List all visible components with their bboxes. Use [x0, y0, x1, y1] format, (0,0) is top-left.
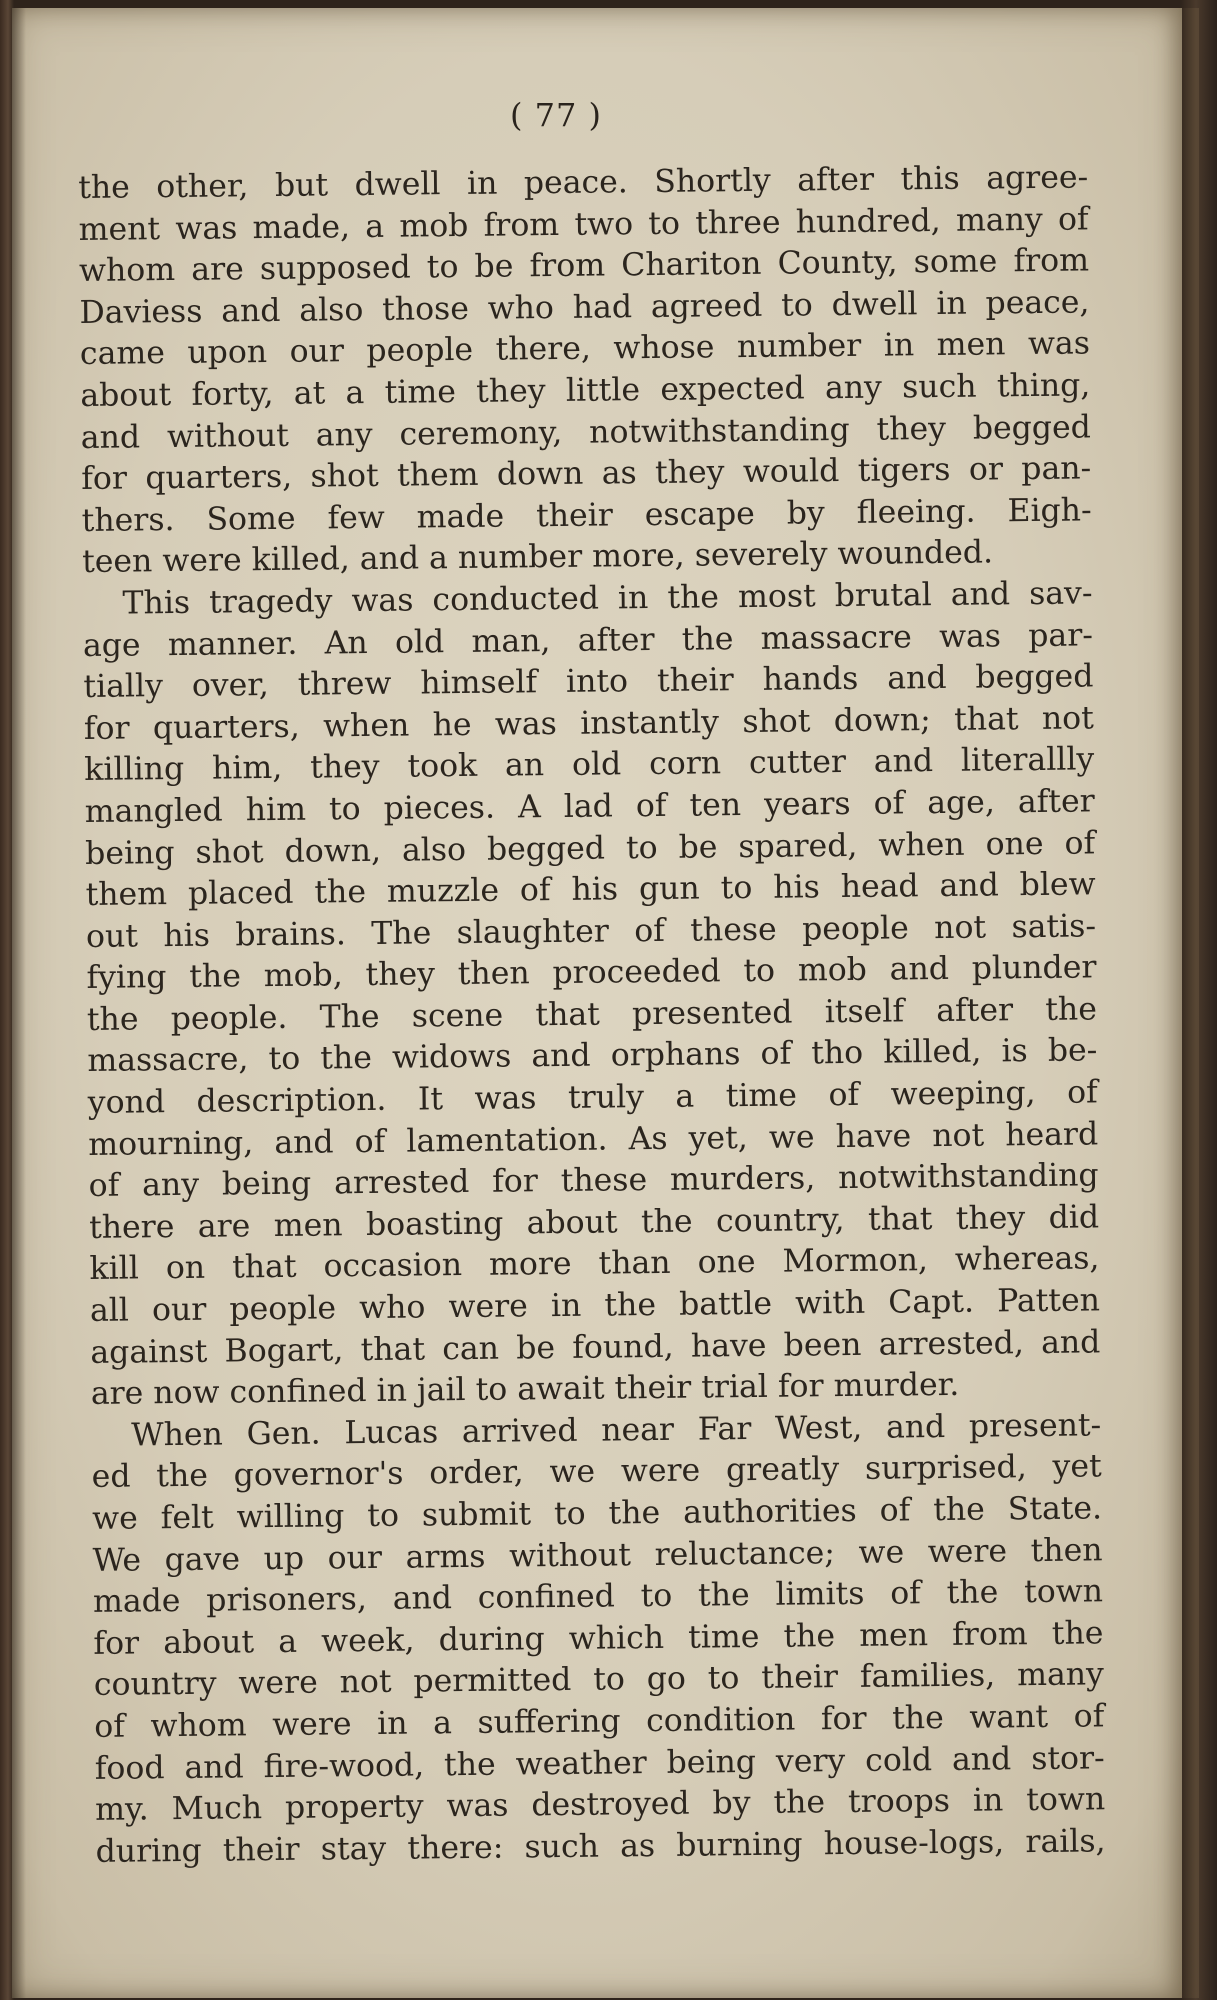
text-line: during their stay there: such as burning house-logs, rails, — [95, 1823, 1106, 1870]
text-line: made prisoners, and confined to the limits of the town — [92, 1573, 1104, 1621]
text-line: about forty, at a time they little expected any such thing, — [80, 367, 1091, 414]
page-body-text — [78, 157, 1106, 1873]
text-line: there are men boasting about the country, that they did — [88, 1199, 1100, 1246]
text-line: This tragedy was conducted in the most brutal and sav- — [122, 575, 1093, 622]
text-line: country were not permitted to go to their families, many — [93, 1656, 1105, 1704]
text-line: yond description. It was truly a time of weeping, of — [87, 1074, 1098, 1122]
text-line: killing him, they took an old corn cutter and literallly — [84, 741, 1095, 789]
page-edge — [1177, 8, 1199, 1998]
text-line: thers. Some few made their escape by fleeing. Eigh- — [81, 492, 1092, 539]
text-line: are now confined in jail to await their trial for murder. — [90, 1367, 960, 1413]
text-line: for quarters, when he was instantly shot down; that not — [83, 700, 1095, 747]
text-line: my. Much property was destroyed by the troops in town — [95, 1781, 1106, 1829]
text-line: the other, but dwell in peace. Shortly after this agree- — [78, 159, 1089, 206]
text-line: mangled him to pieces. A lad of ten years of age, after — [84, 783, 1095, 830]
text-line: we felt willing to submit to the authorities of the State. — [91, 1490, 1103, 1537]
text-line: all our people who were in the battle with Capt. Patten — [89, 1282, 1101, 1329]
text-line: for about a week, during which time the men from the — [93, 1615, 1104, 1662]
text-line: When Gen. Lucas arrived near Far West, and present- — [131, 1407, 1102, 1454]
text-line: food and fire-wood, the weather being very cold and stor- — [94, 1739, 1105, 1787]
text-line: against Bogart, that can be found, have been arrested, and — [90, 1323, 1101, 1371]
page-number: ( 77 ) — [510, 96, 603, 134]
page-gutter-shadow — [12, 8, 26, 1998]
text-line: and without any ceremony, notwithstanding they begged — [80, 408, 1091, 456]
text-line: teen were killed, and a number more, severely wounded. — [81, 534, 994, 581]
text-line: ed the governor's order, we were greatly surprised, yet — [91, 1448, 1102, 1496]
text-line: Daviess and also those who had agreed to dwell in peace, — [79, 284, 1090, 331]
text-line: the people. The scene that presented itself after the — [86, 991, 1098, 1038]
text-line: of whom were in a suffering condition for the want of — [94, 1698, 1105, 1745]
text-line: kill on that occasion more than one Mormon, whereas, — [89, 1240, 1100, 1288]
text-line: fying the mob, they then proceeded to mob and plunder — [86, 949, 1097, 997]
text-line: massacre, to the widows and orphans of tho killed, is be- — [87, 1032, 1098, 1080]
text-line: We gave up our arms without reluctance; we were then — [92, 1531, 1103, 1579]
text-line: them placed the muzzle of his gun to his head and blew — [85, 866, 1096, 914]
text-line: whom are supposed to be from Chariton County, some from — [78, 242, 1090, 290]
text-line: age manner. An old man, after the massacre was par- — [82, 616, 1094, 664]
text-line: tially over, threw himself into their hands and begged — [83, 658, 1094, 706]
text-line: for quarters, shot them down as they would tigers or pan- — [81, 450, 1092, 498]
text-line: mourning, and of lamentation. As yet, we have not heard — [88, 1116, 1099, 1163]
text-line: out his brains. The slaughter of these people not satis- — [85, 908, 1097, 955]
text-line: of any being arrested for these murders, notwithstanding — [88, 1157, 1099, 1205]
text-line: came upon our people there, whose number in men was — [79, 325, 1091, 373]
text-line: ment was made, a mob from two to three hundred, many of — [78, 201, 1089, 248]
text-line: being shot down, also begged to be spared, when one of — [84, 824, 1096, 872]
